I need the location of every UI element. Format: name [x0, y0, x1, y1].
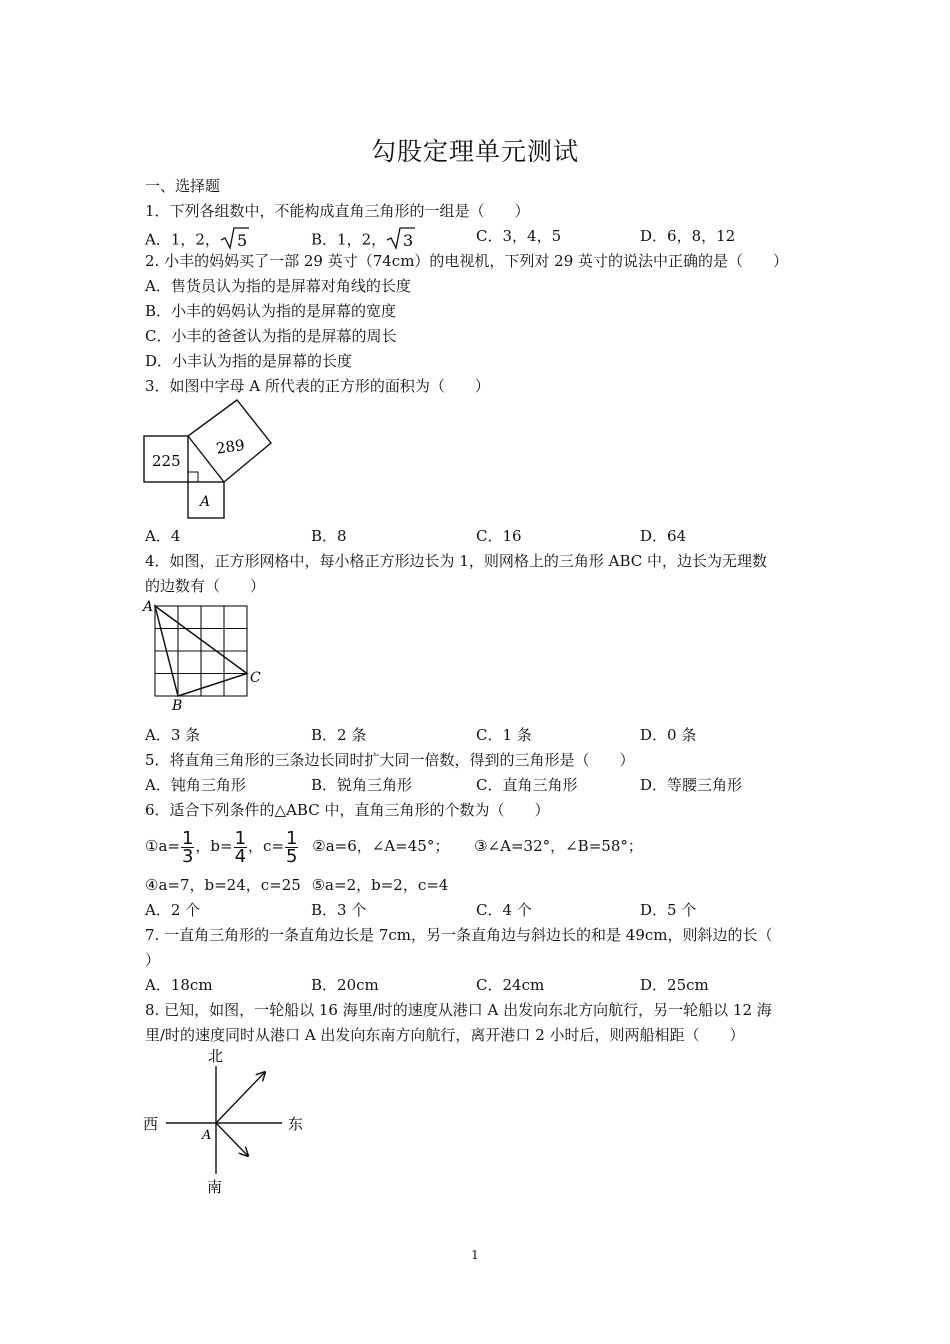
label-225: 225 — [152, 452, 181, 470]
east-label: 东 — [288, 1115, 304, 1133]
question-1-option-c: C．3，4，5 — [476, 227, 562, 245]
question-4-stem-line-1: 4．如图，正方形网格中，每小格正方形边长为 1，则网格上的三角形 ABC 中，边长为无理数 — [145, 552, 768, 570]
question-1-option-b: B．1，2， 3 — [311, 226, 416, 255]
question-7-option-b: B．20cm — [311, 976, 379, 994]
question-5-option-b: B．锐角三角形 — [311, 776, 413, 794]
question-6-option-c: C．4 个 — [476, 901, 532, 919]
condition-3: ③∠A=32°，∠B=58°； — [474, 837, 643, 855]
question-7-option-a: A．18cm — [145, 976, 213, 994]
question-4-option-b: B．2 条 — [311, 726, 367, 744]
question-6-conditions-row-1: ①a= $\frac{1}{3}$ ，b= $\frac{1}{4}$ ，c= $\frac{1}{5}$ ②a=6，∠A=45°； ③∠A=32°，∠B=58°； — [145, 827, 643, 867]
question-7-option-d: D．25cm — [640, 976, 709, 994]
square-grid — [155, 606, 247, 696]
question-4-stem-line-2: 的边数有（ ） — [145, 577, 266, 595]
fraction-one-quarter: $\frac{1}{4}$ — [234, 827, 247, 867]
question-4-option-a: A．3 条 — [145, 726, 201, 744]
question-1-option-a: A．1，2， 5 — [145, 226, 250, 255]
question-6-option-d: D．5 个 — [640, 901, 697, 919]
svg-text:5: 5 — [236, 231, 248, 250]
question-8-stem-line-1: 8. 已知，如图，一轮船以 16 海里/时的速度从港口 A 出发向东北方向航行，另一轮船以 12 海 — [145, 1001, 772, 1019]
label-a: A — [200, 494, 211, 510]
question-8-stem-line-2: 里/时的速度同时从港口 A 出发向东南方向航行，离开港口 2 小时后，则两船相距（ ） — [145, 1026, 745, 1044]
label-289: 289 — [214, 435, 246, 458]
question-2-option-b: B．小丰的妈妈认为指的是屏幕的宽度 — [145, 302, 397, 320]
right-angle-mark — [188, 472, 198, 482]
condition-2: ②a=6，∠A=45°； — [312, 837, 450, 855]
vertex-b-label: B — [172, 698, 183, 714]
question-6-stem: 6．适合下列条件的△ABC 中，直角三角形的个数为（ ） — [145, 801, 550, 819]
question-6-option-b: B．3 个 — [311, 901, 367, 919]
question-3-option-b: B．8 — [311, 527, 347, 545]
question-5-option-d: D．等腰三角形 — [640, 776, 743, 794]
question-4-option-d: D．0 条 — [640, 726, 697, 744]
page-number: 1 — [471, 1248, 479, 1262]
question-6-option-a: A．2 个 — [145, 901, 201, 919]
question-6-conditions-row-2 — [145, 875, 448, 895]
question-2-stem: 2. 小丰的妈妈买了一部 29 英寸（74cm）的电视机，下列对 29 英寸的说法中正确的是（ ） — [145, 252, 789, 270]
condition-5: ⑤a=2，b=2，c=4 — [311, 876, 449, 894]
fraction-one-fifth: $\frac{1}{5}$ — [286, 827, 298, 867]
question-3-option-c: C．16 — [476, 527, 522, 545]
question-4-option-c: C．1 条 — [476, 726, 532, 744]
compass-figure — [140, 1044, 310, 1199]
question-7-option-c: C．24cm — [476, 976, 545, 994]
origin-a-label: A — [202, 1128, 212, 1143]
vertex-c-label: C — [250, 670, 261, 686]
west-label: 西 — [143, 1115, 159, 1133]
section-heading: 一、选择题 — [145, 177, 221, 195]
south-label: 南 — [207, 1178, 223, 1196]
question-1-stem: 1．下列各组数中，不能构成直角三角形的一组是（ ） — [145, 202, 530, 220]
question-1-option-d: D．6，8，12 — [640, 227, 736, 245]
page-title: 勾股定理单元测试 — [370, 137, 579, 166]
question-3-stem: 3．如图中字母 A 所代表的正方形的面积为（ ） — [145, 377, 490, 395]
question-2-option-c: C．小丰的爸爸认为指的是屏幕的周长 — [145, 327, 397, 345]
grid-figure — [140, 596, 265, 714]
question-3-option-a: A．4 — [145, 527, 181, 545]
question-2-option-d: D．小丰认为指的是屏幕的长度 — [145, 352, 353, 370]
condition-4: ④a=7，b=24，c=25 — [145, 876, 301, 894]
northeast-arrow — [216, 1072, 265, 1123]
svg-text:3: 3 — [403, 231, 414, 250]
question-5-stem: 5．将直角三角形的三条边长同时扩大同一倍数，得到的三角形是（ ） — [145, 751, 635, 769]
question-3-option-d: D．64 — [640, 527, 687, 545]
question-5-option-c: C．直角三角形 — [476, 776, 578, 794]
fraction-one-third: $\frac{1}{3}$ — [181, 827, 194, 867]
question-5-option-a: A．钝角三角形 — [145, 776, 246, 794]
squares-figure — [142, 398, 277, 522]
question-7-stem-line-2: ） — [145, 951, 161, 969]
question-7-stem-line-1: 7. 一直角三角形的一条直角边长是 7cm，另一条直角边与斜边长的和是 49cm，则斜边的长（ — [145, 926, 773, 944]
vertex-a-label: A — [143, 599, 154, 615]
southeast-arrow — [216, 1123, 248, 1156]
question-2-option-a: A．售货员认为指的是屏幕对角线的长度 — [145, 277, 411, 295]
north-label: 北 — [208, 1047, 224, 1065]
